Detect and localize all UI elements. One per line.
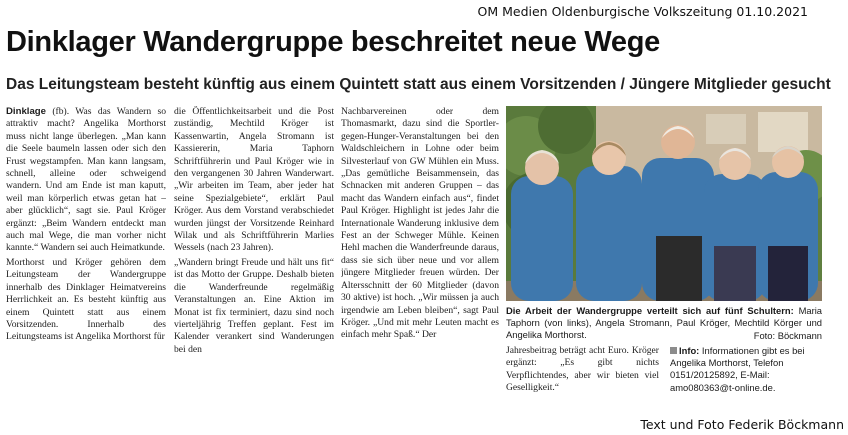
article-column-2 [174, 106, 334, 424]
info-box [670, 345, 822, 394]
article-paragraph: Jahresbeitrag beträgt acht Euro. Kröger ergänzt: „Es gibt nichts Verpflichtendes, aber wir bieten viel Geselligkeit.“ [506, 345, 659, 394]
article-paragraph: „Wandern bringt Freude und hält uns fit“ ist das Motto der Gruppe. Deshalb bieten die Wanderfreunde regelmäßig Veranstaltungen an. Eine Aktion im Monat ist fix terminiert, dazu sind noch vierteljährig Treffen geplant. Fest im Kalender verankert sind Wanderungen bei den [174, 256, 334, 355]
source-line: OM Medien Oldenburgische Volkszeitung 01.10.2021 [477, 4, 808, 19]
article-column-3 [341, 106, 499, 424]
article-column-4 [506, 345, 659, 395]
photo-credit: Foto: Böckmann [753, 329, 822, 341]
info-square-icon [670, 347, 677, 354]
group-photo-illustration [506, 106, 822, 301]
caption-text: Maria Taphorn (von links), Angela Stromann, Paul Kröger, Mechtild Körger und Angelika Morthorst. [506, 305, 823, 341]
group-photo [506, 106, 822, 301]
article-paragraph [6, 106, 166, 255]
footer-credit: Text und Foto Federik Böckmann [640, 417, 844, 432]
photo-caption [506, 305, 822, 342]
dateline: Dinklage [6, 106, 46, 117]
subheadline: Das Leitungsteam besteht künftig aus einem Quintett statt aus einem Vorsitzenden / Jüngere Mitglieder gesucht [6, 76, 831, 93]
article-text: (fb). Was das Wandern so attraktiv macht? Angelika Morthorst muss nicht lange überlegen. „Man kann die Seele baumeln lassen oder sich den Frust wegstampfen. Man kann langsam, schnell, alleine oder schweigend wandern. Und am Ende ist man kaputt, weil man körperlich etwas getan hat – aber glücklich“, sagt sie. Paul Kröger ergänzt: „Beim Wandern entdeckt man auch mal Wege, die man vorher nicht kannte.“ Wandern sei auch Heimatkunde. [6, 106, 166, 254]
article-paragraph: Morthorst und Kröger gehören dem Leitungsteam der Wandergruppe innerhalb des Dinklager Heimatvereins Herrlichkeit an. Es besteht künftig aus einem Quintett statt aus einem Vorsitzenden. Innerhalb des Leitungsteams ist Angelika Morthorst für [6, 256, 166, 343]
article-column-1 [6, 106, 166, 424]
info-label: Info: [679, 345, 700, 356]
caption-lead: Die Arbeit der Wandergruppe verteilt sich auf fünf Schultern: [506, 305, 794, 316]
article-paragraph: Nachbarvereinen oder dem Thomasmarkt, dazu sind die Sportler-gegen-Hunger-Veranstaltungen bei den Waldschleichern in Lohne oder beim Silvesterlauf von GW Mühlen ein Muss. „Das gemütliche Beisammensein, das Schnacken mit anderen Gruppen – das macht das Wandern einfach aus“, findet Paul Kröger. Highlight ist jedes Jahr die Internationale Wanderung inklusive dem Fest an der Schweger Mühle. Keinen Hehl machen die Wanderfreunde daraus, dass sie sich über neue und vor allem jüngere Mitglieder freuen würden. Der Altersschnitt der 60 Mitglieder (davon 30 aktive) ist hoch. „Wir müssen ja auch irgendwie am Leben bleiben“, sagt Paul Kröger. „Und mit mehr Leuten macht es einfach mehr Spaß.“ Der [341, 106, 499, 341]
info-text: Informationen gibt es bei Angelika Morthorst, Telefon 0151/20125892, E-Mail: amo080363@t-online.de. [670, 345, 805, 393]
headline: Dinklager Wandergruppe beschreitet neue Wege [6, 26, 660, 58]
article-paragraph: die Öffentlichkeitsarbeit und die Post zuständig, Mechtild Kröger ist Kassenwartin, Angela Stromann ist Kassiererin, Maria Taphorn Schriftführerin und Paul Kröger wie in den vergangenen 30 Jahren Wanderwart. „Wir arbeiten im Team, aber jeder hat seine Spezialgebiete“, erklärt Paul Kröger. Aus dem Vorstand verabschiedet wurden jüngst der Vorsitzende Reinhard Wilak und als Schriftführerin Marlies Wessels (nach 23 Jahren). [174, 106, 334, 254]
